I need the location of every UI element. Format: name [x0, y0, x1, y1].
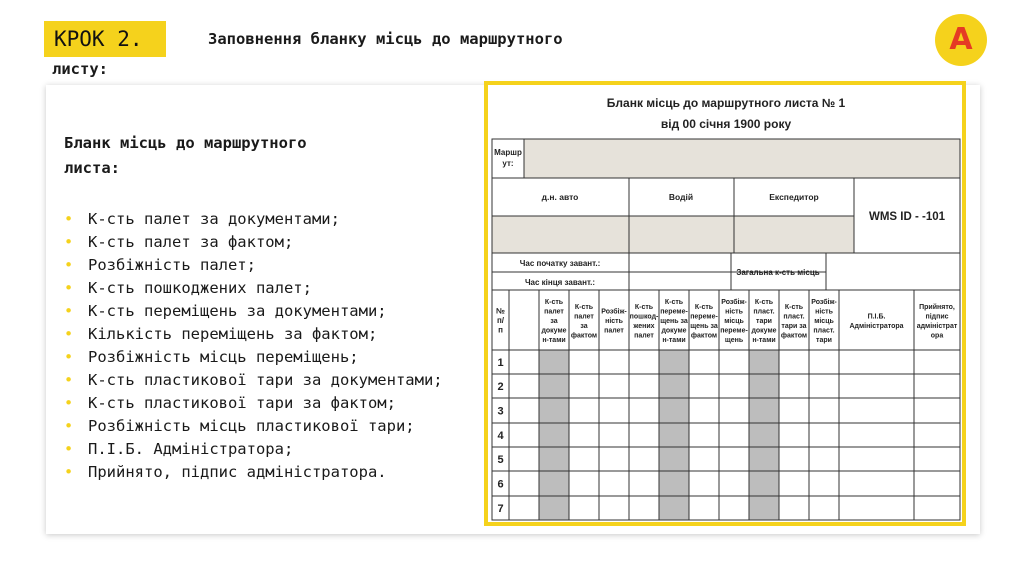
- column-header-text: Прийнято,: [919, 303, 955, 311]
- column-header-text: пошкод-: [629, 313, 659, 321]
- form-title: Бланк місць до маршрутного листа № 1: [606, 96, 846, 110]
- row-numbers: [497, 357, 504, 515]
- column-header-text: Адміністратора: [849, 322, 904, 330]
- field-list-item: • Прийнято, підпис адміністратора.: [64, 461, 474, 484]
- field-list-item: • Розбіжність місць переміщень;: [64, 346, 474, 369]
- column-header-text: ора: [930, 332, 944, 340]
- column-header-text: переме-: [690, 313, 718, 321]
- column-header-text: пласт.: [813, 327, 835, 335]
- column-header-text: Розбіж-: [721, 299, 747, 306]
- field-list-item: • К-сть пошкоджених палет;: [64, 277, 474, 300]
- column-header-text: К-сть: [544, 299, 564, 306]
- column-header-text: ність: [605, 318, 623, 325]
- column-header-text: щень за: [690, 322, 718, 330]
- field-list-item: • К-сть палет за документами;: [64, 208, 474, 231]
- column-header-text: місць: [724, 318, 744, 325]
- form-preview: [484, 81, 966, 526]
- field-list-item: • Розбіжність палет;: [64, 254, 474, 277]
- row-number: 1: [497, 357, 504, 369]
- section-heading-line1: Бланк місць до маршрутного: [64, 134, 307, 152]
- field-list-item: • Розбіжність місць пластикової тари;: [64, 415, 474, 438]
- row-number: 4: [497, 430, 504, 442]
- page-title: Заповнення бланку місць до маршрутного: [208, 30, 563, 48]
- column-header-text: палет: [574, 313, 594, 321]
- car-driver-forwarder-values: [492, 216, 854, 253]
- total-places-label: Загальна к-сть місць: [736, 268, 820, 277]
- column-header-text: палет: [634, 332, 654, 340]
- column-header-text: н-тами: [542, 337, 566, 344]
- route-label: Маршр: [494, 148, 522, 157]
- column-header-text: н-тами: [752, 337, 776, 344]
- column-header-text: К-сть: [664, 299, 684, 306]
- field-list-item: • К-сть переміщень за документами;: [64, 300, 474, 323]
- column-header-text: за: [580, 322, 588, 330]
- logo-letter: А: [949, 22, 973, 57]
- column-header-text: жених: [633, 322, 655, 330]
- column-header-text: пласт.: [783, 313, 805, 321]
- field-list-item: • Кількість переміщень за фактом;: [64, 323, 474, 346]
- start-time-label: Час початку завант.:: [519, 259, 601, 268]
- column-header-text: докуме: [661, 327, 687, 335]
- form-date: від 00 січня 1900 року: [660, 117, 792, 131]
- gray-column: [539, 350, 569, 520]
- field-list-item: • К-сть пластикової тари за документами;: [64, 369, 474, 392]
- column-header-text: Розбіж-: [601, 308, 627, 316]
- row-number: 6: [497, 478, 504, 491]
- route-value-area: [524, 139, 960, 178]
- gray-column: [749, 350, 779, 520]
- route-label: ут:: [502, 159, 514, 168]
- wms-label: WMS ID - -101: [868, 211, 946, 223]
- page-title-continued: листу:: [52, 60, 108, 78]
- column-header-text: місць: [814, 318, 834, 325]
- column-header-text: н-тами: [662, 337, 686, 344]
- column-header-text: ність: [815, 308, 833, 316]
- column-header-text: підпис: [925, 313, 949, 321]
- row-number: 7: [497, 503, 504, 515]
- column-header-text: адміністрат: [916, 322, 958, 330]
- forwarder-label: Експедитор: [769, 192, 819, 202]
- column-header-text: фактом: [690, 332, 718, 340]
- brand-logo: [935, 14, 987, 66]
- row-number: 3: [497, 405, 504, 418]
- field-list-item: • К-сть палет за фактом;: [64, 231, 474, 254]
- gray-column: [659, 350, 689, 520]
- form-sheet: [488, 85, 962, 522]
- column-header-text: П.І.Б.: [867, 313, 886, 321]
- column-header-text: палет: [604, 327, 624, 335]
- column-header-text: К-сть: [784, 303, 804, 311]
- column-header-text: №: [496, 306, 505, 316]
- column-header-text: ність: [725, 308, 743, 316]
- column-header-text: пласт.: [753, 308, 775, 316]
- column-header-text: щень: [724, 337, 744, 344]
- section-heading-line2: листа:: [64, 159, 120, 177]
- column-header-text: К-сть: [574, 303, 594, 311]
- row-number: 2: [497, 381, 504, 393]
- car-label: д.н. авто: [541, 192, 579, 202]
- column-header-text: переме-: [720, 327, 748, 335]
- column-header-text: тари: [816, 337, 832, 344]
- column-header-text: п: [498, 325, 503, 335]
- column-header-text: докуме: [541, 327, 567, 335]
- column-header-text: К-сть: [754, 299, 774, 306]
- field-list-item: • П.І.Б. Адміністратора;: [64, 438, 474, 461]
- column-header-text: за: [550, 318, 558, 325]
- row-number: 5: [497, 454, 504, 466]
- column-header-text: фактом: [570, 332, 598, 340]
- field-list: [64, 208, 474, 484]
- column-header-text: п/: [496, 316, 505, 325]
- column-header-text: К-сть: [634, 303, 654, 311]
- column-header-text: щень за: [660, 318, 688, 325]
- section-heading: [64, 131, 424, 181]
- step-label: КРОК 2.: [54, 27, 143, 51]
- column-header-text: переме-: [660, 308, 688, 316]
- driver-label: Водій: [668, 192, 694, 202]
- column-header-text: палет: [544, 308, 564, 316]
- column-header-text: докуме: [751, 327, 777, 335]
- column-header-text: тари: [756, 318, 772, 325]
- column-header-text: Розбіж-: [811, 299, 837, 306]
- column-header-text: тари за: [781, 322, 807, 330]
- column-header-text: К-сть: [694, 303, 714, 311]
- end-time-label: Час кінця завант.:: [524, 278, 596, 287]
- column-headers: [496, 298, 958, 344]
- step-badge: [44, 21, 166, 57]
- column-header-text: фактом: [780, 332, 808, 340]
- field-list-item: • К-сть пластикової тари за фактом;: [64, 392, 474, 415]
